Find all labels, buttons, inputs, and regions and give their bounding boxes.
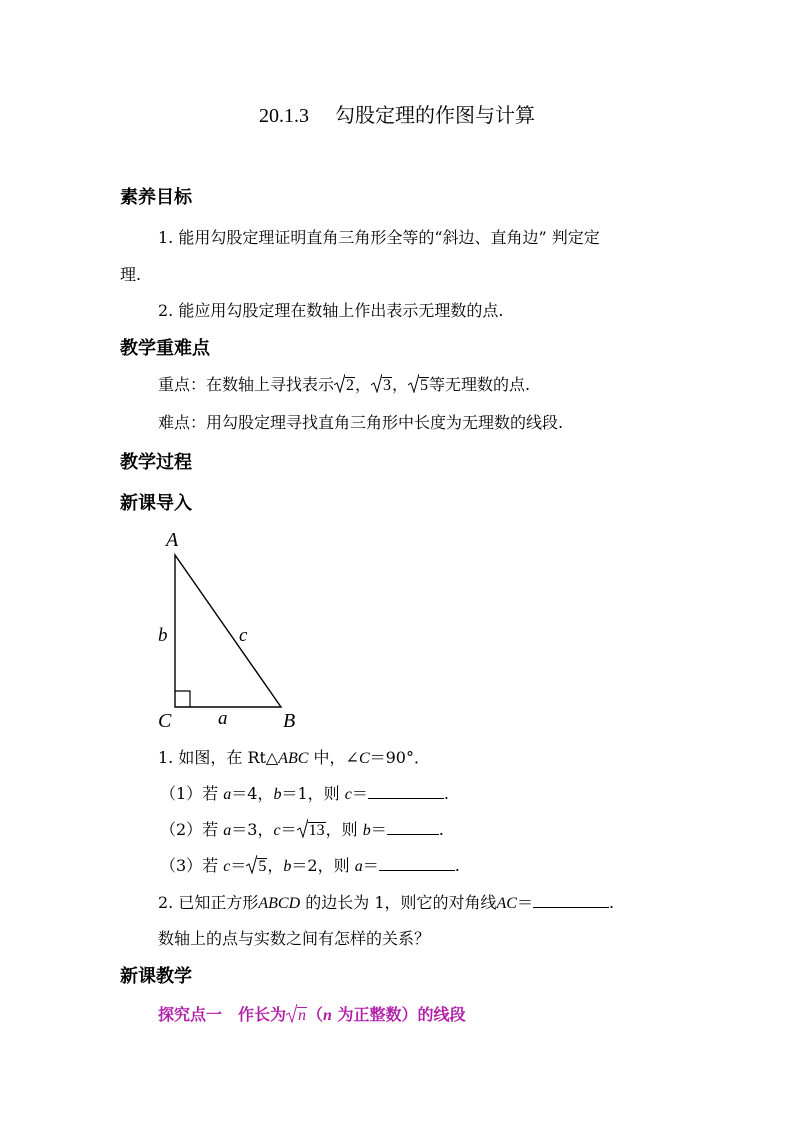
- question-2: 2. 已知正方形ABCD 的边长为 1，则它的对角线AC＝ .: [158, 893, 615, 912]
- key-prefix: 重点：在数轴上寻找表示: [158, 375, 335, 394]
- side-a-label: a: [218, 708, 228, 729]
- heading-key-points: 教学重难点: [120, 338, 210, 359]
- question-1-part-3: （3）若 c＝ 5，b＝2，则 a＝ .: [160, 856, 460, 875]
- sqrt-3: 3: [371, 375, 392, 394]
- heading-process: 教学过程: [120, 452, 192, 473]
- section-number: 20.1.3: [259, 105, 309, 127]
- goal-1-line-2: 理.: [120, 265, 142, 284]
- vertex-a-label: A: [166, 529, 179, 551]
- sqrt-n: n: [286, 1005, 307, 1024]
- side-c-label: c: [239, 625, 248, 646]
- heading-new-lesson: 新课教学: [120, 966, 192, 987]
- key-point: 重点：在数轴上寻找表示 2， 3， 5等无理数的点.: [158, 375, 531, 394]
- title-text: 勾股定理的作图与计算: [335, 103, 535, 127]
- right-triangle-figure: [150, 525, 310, 735]
- answer-blank[interactable]: [368, 784, 444, 799]
- question-1-part-1: （1）若 a＝4，b＝1，则 c＝ .: [160, 784, 449, 803]
- vertex-b-label: B: [283, 710, 296, 732]
- explore-point-1: 探究点一 作长为 n（n 为正整数）的线段: [158, 1005, 466, 1024]
- sqrt-13: 13: [297, 820, 326, 839]
- sqrt-5-q: 5: [246, 856, 267, 875]
- vertex-c-label: C: [158, 710, 172, 732]
- sqrt-2: 2: [334, 375, 355, 394]
- side-b-label: b: [158, 625, 168, 646]
- difficulty: 难点：用勾股定理寻找直角三角形中长度为无理数的线段.: [158, 413, 564, 432]
- answer-blank[interactable]: [387, 820, 439, 835]
- answer-blank[interactable]: [379, 856, 455, 871]
- page-title: [0, 99, 794, 128]
- goal-1-line-1: 1. 能用勾股定理证明直角三角形全等的“斜边、直角边” 判定定: [158, 228, 600, 247]
- question-1: 1. 如图，在 Rt△ABC 中，∠C＝90°．: [158, 748, 430, 767]
- heading-goals: 素养目标: [120, 187, 192, 208]
- goal-2: 2. 能应用勾股定理在数轴上作出表示无理数的点.: [158, 301, 504, 320]
- question-1-part-2: （2）若 a＝3，c＝ 13，则 b＝ .: [160, 820, 444, 839]
- question-number-line: 数轴上的点与实数之间有怎样的关系？: [158, 929, 431, 948]
- heading-intro: 新课导入: [120, 493, 192, 514]
- answer-blank[interactable]: [533, 893, 609, 908]
- sqrt-5: 5: [408, 375, 429, 394]
